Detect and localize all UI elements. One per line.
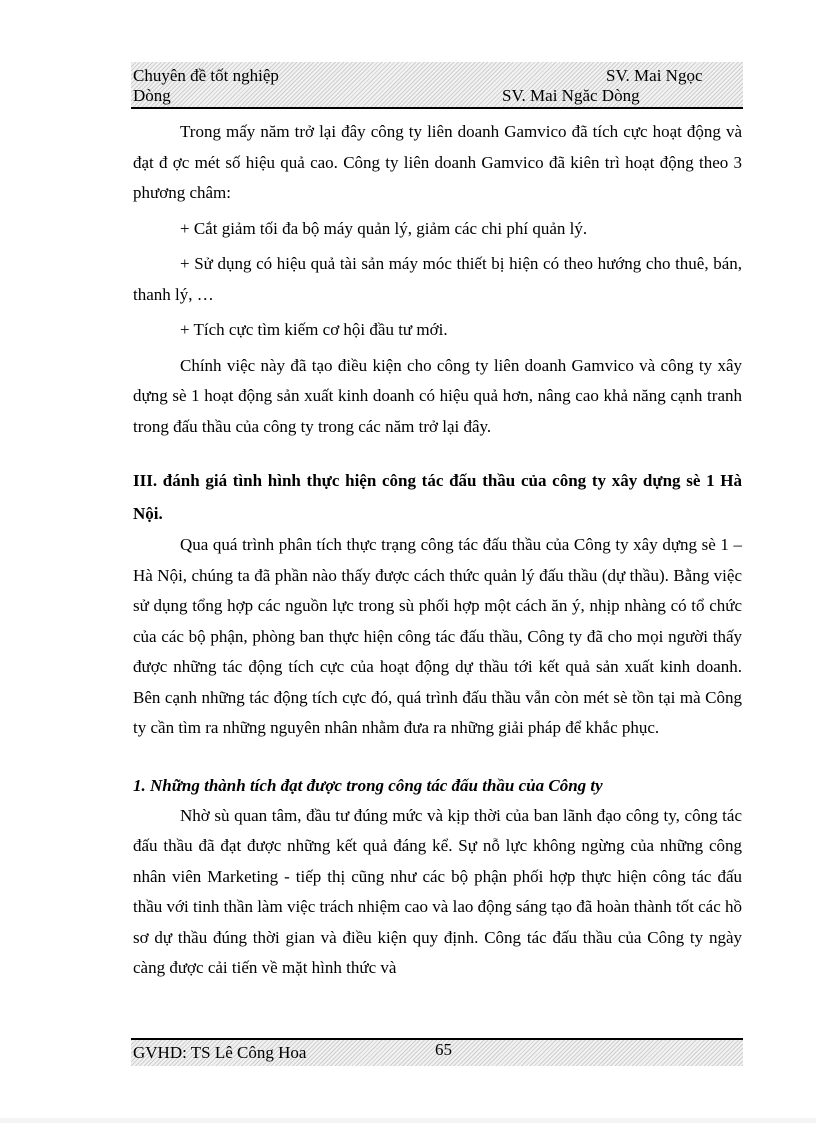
subsection-heading-1: 1. Những thành tích đạt được trong công tác đấu thầu của Công ty — [133, 775, 603, 795]
header-student-1: SV. Mai Ngọc — [606, 66, 703, 85]
header-student-2: SV. Mai Ngăc Dòng — [502, 86, 640, 105]
page-bottom-edge — [0, 1118, 816, 1123]
paragraph-result: Chính việc này đã tạo điều kiện cho công ty liên doanh Gamvico và công ty xây dựng sè 1 hoạt động sản xuất kinh doanh có hiệu quả hơn, nâng cao khả năng cạnh tranh trong đấu thầu của công ty trong các năm trở lại đây. — [133, 355, 742, 436]
bullet-item-3: + Tích cực tìm kiếm cơ hội đầu tư mới. — [180, 320, 448, 339]
paragraph-analysis: Qua quá trình phân tích thực trạng công tác đấu thầu của Công ty xây dựng sè 1 – Hà Nội, chúng ta đã phần nào thấy được cách thức quản lý đấu thầu (dự thầu). Bằng việc sử dụng tổng hợp các nguồn lực trong sù phối hợp một cách ăn ý, nhịp nhàng có tổ chức của các bộ phận, phòng ban thực hiện công tác đấu thầu, Công ty đã cho mọi người thấy được những tác động tích cực của hoạt động dự thầu tới kết quả sản xuất kinh doanh. Bên cạnh những tác động tích cực đó, quá trình đấu thầu vẫn còn mét sè tồn tại mà Công ty cần tìm ra những nguyên nhân nhằm đưa ra những giải pháp để khắc phục. — [133, 535, 742, 737]
paragraph-achievements: Nhờ sù quan tâm, đầu tư đúng mức và kịp thời của ban lãnh đạo công ty, công tác đấu thầu đã đạt được những kết quả đáng kể. Sự nỗ lực không ngừng của những công nhân viên Marketing - tiếp thị cũng như các bộ phận phối hợp thực hiện công tác đấu thầu với tinh thần làm việc trách nhiệm cao và lao động sáng tạo đã hoàn thành tốt các hồ sơ dự thầu đúng thời gian và điều kiện quy định. Công tác đấu thầu của Công ty ngày càng được cải tiến về mặt hình thức và — [133, 805, 742, 977]
section-heading-iii: III. đánh giá tình hình thực hiện công tác đấu thầu của công ty xây dựng sè 1 Hà Nội. — [133, 471, 742, 523]
page-number: 65 — [435, 1040, 452, 1059]
footer-supervisor: GVHD: TS Lê Công Hoa — [133, 1043, 307, 1062]
page-header — [131, 62, 743, 109]
paragraph-intro: Trong mấy năm trở lại đây công ty liên doanh Gamvico đã tích cực hoạt động và đạt đ ợc mét số hiệu quả cao. Công ty liên doanh Gamvico đã kiên trì hoạt động theo 3 phương châm: — [133, 122, 742, 202]
header-doc-type-cont: Dòng — [133, 86, 171, 105]
page-footer — [131, 1038, 743, 1066]
page-body — [133, 117, 742, 984]
bullet-item-1: + Cắt giảm tối đa bộ máy quản lý, giảm các chi phí quản lý. — [180, 218, 588, 238]
bullet-item-2: + Sử dụng có hiệu quả tài sản máy móc thiết bị hiện có theo hướng cho thuê, bán, thanh lý, … — [133, 254, 742, 304]
header-doc-type: Chuyên đề tốt nghiệp — [133, 66, 279, 85]
